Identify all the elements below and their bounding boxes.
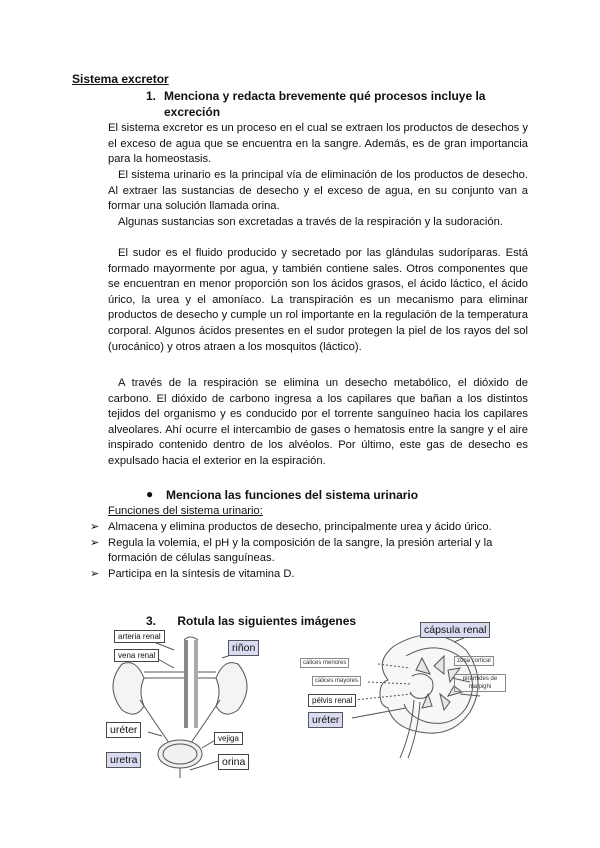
label-pelvis-renal: pélvis renal	[308, 694, 356, 707]
label-arteria-renal: arteria renal	[114, 630, 165, 643]
list-item-text: Participa en la síntesis de vitamina D.	[108, 567, 295, 580]
label-capsula-renal: cápsula renal	[420, 622, 490, 638]
label-ureter-left: uréter	[106, 722, 141, 738]
list-item-text: Regula la volemia, el pH y la composición de la sangre, la presión arterial y la formación de células sanguíneas.	[108, 536, 493, 565]
paragraph-2: El sistema urinario es la principal vía de eliminación de los productos de desecho. Al extraer las sustancias de desecho y el exceso de agua, en su conjunto van a formar una solución llamada orina.	[108, 169, 528, 213]
label-vejiga: vejiga	[214, 732, 243, 745]
functions-subheading: Funciones del sistema urinario:	[108, 505, 263, 517]
question-1-text: Menciona y redacta brevemente qué procesos incluye la excreción	[164, 89, 486, 119]
list-item	[90, 567, 530, 583]
label-orina: orina	[218, 754, 249, 770]
question-3-number: 3.	[146, 614, 157, 628]
bullet-icon: ●	[146, 487, 154, 501]
question-1-heading	[146, 88, 526, 120]
list-item-text: Almacena y elimina productos de desecho, principalmente urea y ácido úrico.	[108, 521, 492, 533]
label-zona-cortical: zona cortical	[454, 656, 494, 666]
label-rinon: riñon	[228, 640, 259, 656]
label-ureter-right: uréter	[308, 712, 343, 728]
functions-list	[90, 520, 530, 582]
label-calices-mayores: cálices mayores	[312, 676, 361, 686]
label-calices-menores: cálices menores	[300, 658, 349, 668]
paragraph-4: El sudor es el fluido producido y secretado por las glándulas sudoríparas. Está formado mayormente por agua, y también contiene sales. Otros componentes que se encuentran en menor proporción son los ácidos grasos, el ácido láctico, el ácido úrico, la urea y el amoníaco. La transpiración es un mecanismo para eliminar productos de desecho y cumple un rol importante en la regulación de la temperatura corporal. Algunos ácidos presentes en el sudor protegen la piel de los rayos del sol (urocánico) y otros atraen a los mosquitos (láctico).	[108, 247, 528, 353]
arrow-bullet-icon: ➢	[90, 567, 100, 580]
arrow-bullet-icon: ➢	[90, 521, 100, 533]
paragraph-5: A través de la respiración se elimina un desecho metabólico, el dióxido de carbono. El dióxido de carbono ingresa a los capilares que bañan a los distintos tejidos del organismo y es conducido por el torrente sanguíneo hacia los capilares alveolares. Ahí ocurre el intercambio de gases o hematosis entre la sangre y el aire inspirado contenido dentro de los alvéolos. Por último, este gas de desecho es expulsado hacia el exterior en la espiración.	[108, 377, 528, 467]
kidney-section-figure	[294, 618, 534, 758]
paragraph-3: Algunas sustancias son excretadas a través de la respiración y la sudoración.	[118, 216, 503, 228]
list-item	[90, 520, 530, 536]
document-title: Sistema excretor	[72, 72, 169, 86]
question-1-number: 1.	[146, 89, 157, 103]
label-vena-renal: vena renal	[114, 649, 159, 662]
question-2-text: Menciona las funciones del sistema urinario	[166, 488, 419, 502]
label-piramides: pirámides de malpighi	[454, 674, 506, 692]
arrow-bullet-icon: ➢	[90, 536, 100, 549]
question-3-text: Rotula las siguientes imágenes	[177, 614, 357, 628]
label-uretra: uretra	[106, 752, 141, 768]
urinary-system-figure	[104, 628, 284, 778]
paragraph-1: El sistema excretor es un proceso en el cual se extraen los productos de desechos y el exceso de agua que se encuentra en la sangre. Además, es de gran importancia para la homeostasis.	[108, 122, 528, 166]
question-2-heading	[146, 488, 418, 502]
list-item	[90, 536, 530, 567]
